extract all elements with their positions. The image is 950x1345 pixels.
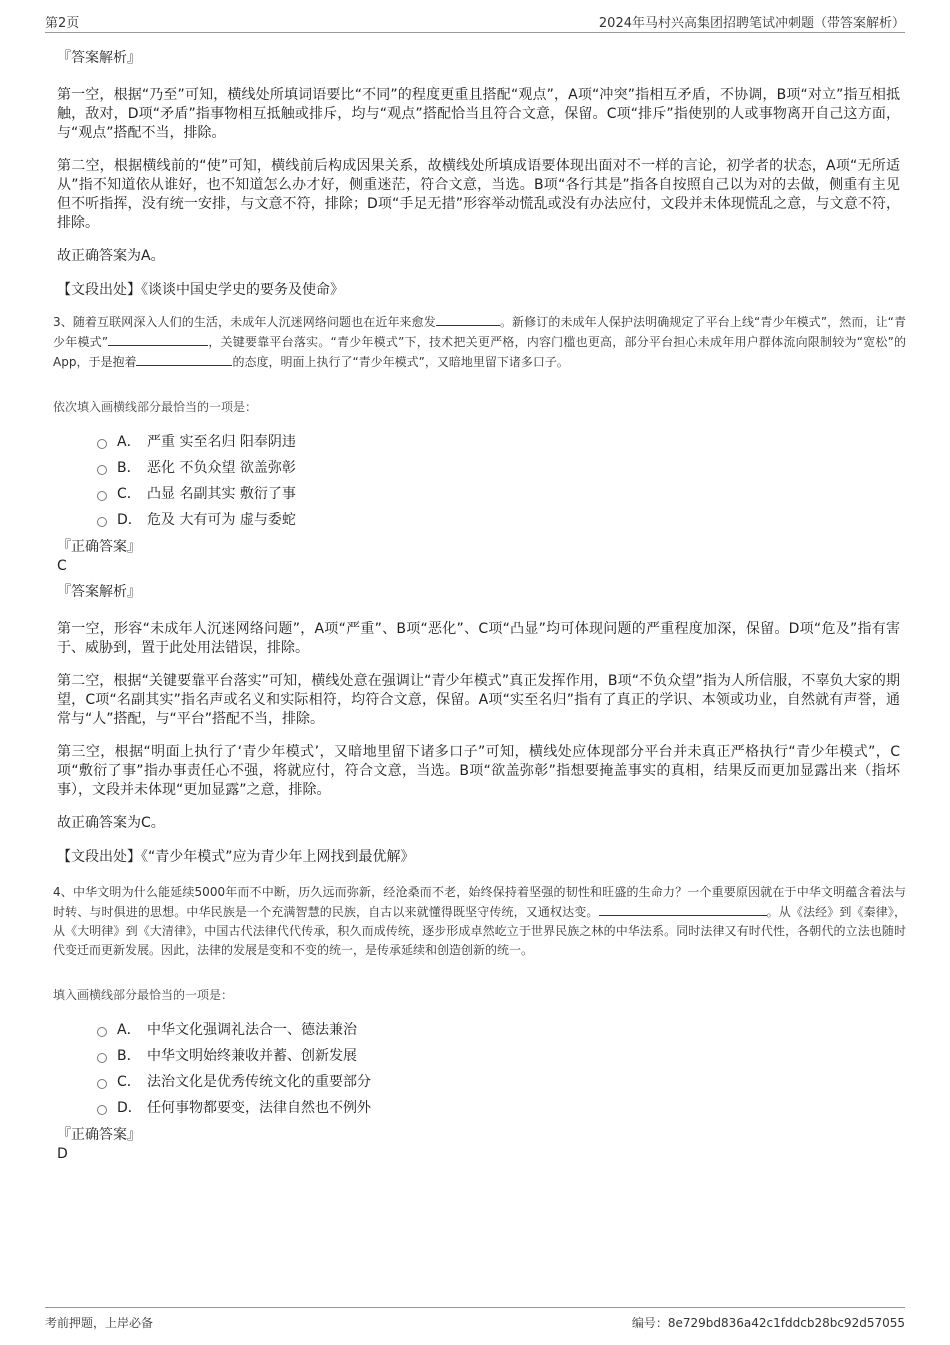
footer-slogan: 考前押题，上岸必备 [45,1316,154,1330]
radio-icon[interactable] [97,1053,107,1063]
correct-answer-label: 『正确答案』 [57,1127,141,1143]
correct-answer: C [57,558,67,574]
option-d[interactable]: D． 危及 大有可为 虚与委蛇 [97,507,900,533]
analysis-paragraph: 第一空，根据“乃至”可知，横线处所填词语要比“不同”的程度更重且搭配“观点”，A项“冲突”指相互矛盾，不协调，B项“对立”指互相抵触，敌对，D项“矛盾”指事物相互抵触或排斥，均与“观点”搭配恰当且符合文意，保留。C项“排斥”指使别的人或事物离开自己这方面，与“观点”搭配不当，排除。 [57,87,900,141]
conclusion: 故正确答案为A。 [57,248,165,264]
question-prompt: 依次填入画横线部分最恰当的一项是： [53,400,258,414]
conclusion: 故正确答案为C。 [57,815,165,831]
blank-line [108,332,208,346]
radio-icon[interactable] [97,1105,107,1115]
radio-icon[interactable] [97,517,107,527]
option-b[interactable]: B． 恶化 不负众望 欲盖弥彰 [97,455,900,481]
analysis-paragraph: 第一空，形容“未成年人沉迷网络问题”，A项“严重”、B项“恶化”、C项“凸显”均可体现问题的严重程度加深，保留。D项“危及”指有害于、威胁到，置于此处用法错误，排除。 [57,621,900,656]
question-3-stem: 3、随着互联网深入人们的生活，未成年人沉迷网络问题也在近年来愈发 。新修订的未成年人保护法明确规定了平台上线“青少年模式”，然而，让“青少年模式” ，关键要靠平台落实。“青少年模式”下，技术把关更严格，内容门槛也更高，部分平台担心未成年用户群体流向限制较为“宽松”的App，于是抱着 的态度，明面上执行了“青少年模式”，又暗地里留下诸多口子。 [53,312,906,372]
document-code: 编号：8e729bd836a42c1fddcb28bc92d57055 [631,1316,905,1330]
analysis-paragraph: 第二空，根据横线前的“使”可知，横线前后构成因果关系，故横线处所填成语要体现出面对不一样的言论，初学者的状态，A项“无所适从”指不知道依从谁好，也不知道怎么办才好，侧重迷茫，符合文意，当选。B项“各行其是”指各自按照自己以为对的去做，侧重有主见但不听指挥，没有统一安排，与文意不符，排除；D项“手足无措”形容举动慌乱或没有办法应付，文段并未体现慌乱之意，与文意不符，排除。 [57,158,900,231]
radio-icon[interactable] [97,465,107,475]
blank-line [136,352,232,366]
option-c[interactable]: C． 法治文化是优秀传统文化的重要部分 [97,1069,900,1095]
blank-line [731,902,767,916]
option-b[interactable]: B． 中华文明始终兼收并蓄、创新发展 [97,1043,900,1069]
analysis-paragraph: 第二空，根据“关键要靠平台落实”可知，横线处意在强调让“青少年模式”真正发挥作用，B项“不负众望”指为人所信服，不辜负大家的期望，C项“名副其实”指名声或名义和实际相符，均符合文意，保留。A项“实至名归”指有了真正的学识、本领或功业，自然就有声誉，通常与“人”搭配，与“平台”搭配不当，排除。 [57,673,900,727]
analysis-label: 『答案解析』 [57,584,141,600]
analysis-paragraph: 第三空，根据“明面上执行了‘青少年模式’，又暗地里留下诸多口子”可知，横线处应体现部分平台并未真正严格执行“青少年模式”，C项“敷衍了事”指办事责任心不强，将就应付，符合文意，当选。B项“欲盖弥彰”指想要掩盖事实的真相，结果反而更加显露出来（指坏事），文段并未体现“更加显露”之意，排除。 [57,744,900,798]
option-list [97,1017,900,1121]
source-citation: 【文段出处】《谈谈中国史学史的要务及使命》 [57,282,344,298]
question-prompt: 填入画横线部分最恰当的一项是： [53,988,234,1002]
blank-line [599,902,731,916]
blank-line [436,312,500,326]
option-c[interactable]: C． 凸显 名副其实 敷衍了事 [97,481,900,507]
correct-answer-label: 『正确答案』 [57,539,141,555]
correct-answer: D [57,1146,68,1162]
option-a[interactable]: A． 中华文化强调礼法合一、德法兼治 [97,1017,900,1043]
radio-icon[interactable] [97,491,107,501]
radio-icon[interactable] [97,439,107,449]
option-d[interactable]: D． 任何事物都要变，法律自然也不例外 [97,1095,900,1121]
page-content [53,40,907,1164]
page-header [45,10,905,33]
radio-icon[interactable] [97,1079,107,1089]
page-footer [45,1307,905,1334]
question-4-stem: 4、中华文明为什么能延续5000年而不中断，历久远而弥新，经沧桑而不老，始终保持着坚强的韧性和旺盛的生命力？一个重要原因就在于中华文明蕴含着法与时转、与时俱进的思想。中华民族是一个充满智慧的民族，自古以来就懂得既坚守传统，又通权达变。 。从《法经》到《秦律》，从《大明律》到《大清律》，中国古代法律代代传承，积久而成传统，逐步形成卓然屹立于世界民族之林的中华法系。同时法律又有时代性，各朝代的立法也随时代变迁而更新发展。因此，法律的发展是变和不变的统一，是传承延续和创造创新的统一。 [53,885,906,957]
analysis-label: 『答案解析』 [57,50,141,66]
document-title: 2024年马村兴高集团招聘笔试冲刺题（带答案解析） [598,16,905,31]
option-a[interactable]: A． 严重 实至名归 阳奉阴违 [97,429,900,455]
option-list [97,429,900,533]
source-citation: 【文段出处】《“青少年模式”应为青少年上网找到最优解》 [57,849,415,865]
page-number: 第2页 [45,16,80,31]
radio-icon[interactable] [97,1027,107,1037]
